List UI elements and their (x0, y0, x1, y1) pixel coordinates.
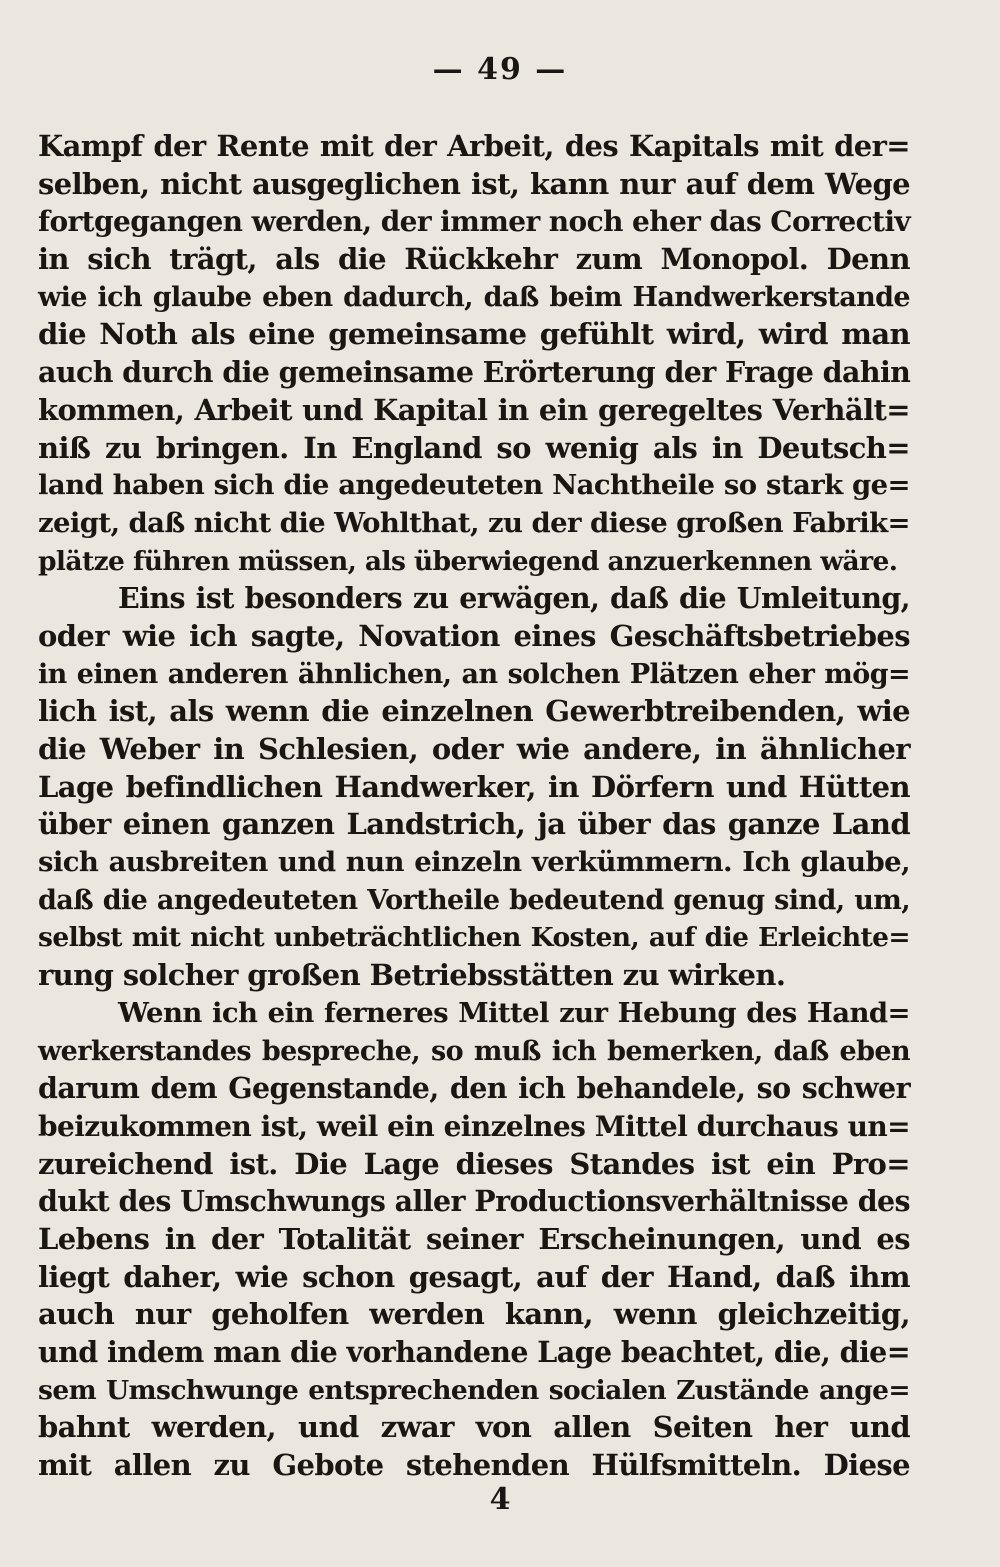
text-line: liegt daher, wie schon gesagt, auf der Hand, daß ihm (38, 1259, 910, 1294)
text-line: sich ausbreiten und nun einzeln verkümmern. Ich glaube, (38, 846, 910, 879)
text-line: Kampf der Rente mit der Arbeit, des Kapitals mit der= (38, 129, 910, 163)
text-line: werkerstandes bespreche, so muß ich bemerken, daß eben (38, 1035, 910, 1067)
text-line: über einen ganzen Landstrich, ja über das ganze Land (38, 807, 910, 842)
text-line: selben, nicht ausgeglichen ist, kann nur auf dem Wege (38, 166, 910, 201)
text-line: mit allen zu Gebote stehenden Hülfsmitteln. Diese (38, 1448, 910, 1483)
text-line: und indem man die vorhandene Lage beachtet, die, die= (38, 1335, 910, 1369)
text-line: Lebens in der Totalität seiner Erscheinungen, und es (38, 1221, 910, 1256)
text-line: rung solcher großen Betriebsstätten zu wirken. (38, 958, 786, 993)
text-line: auch durch die gemeinsame Erörterung der Frage dahin (38, 355, 911, 390)
body-text (38, 128, 910, 1485)
text-line: die Weber in Schlesien, oder wie andere, in ähnlicher (38, 732, 910, 766)
text-line: zureichend ist. Die Lage dieses Standes ist ein Pro= (38, 1146, 910, 1181)
text-line: bahnt werden, und zwar von allen Seiten her und (38, 1410, 910, 1445)
text-line: darum dem Gegenstande, den ich behandele, so schwer (38, 1071, 910, 1106)
text-line: fortgegangen werden, der immer noch eher das Correctiv (38, 205, 911, 239)
text-line: daß die angedeuteten Vortheile bedeutend genug sind, um, (38, 884, 910, 916)
text-line: plätze führen müssen, als überwiegend anzuerkennen wäre. (38, 545, 898, 577)
text-line: die Noth als eine gemeinsame gefühlt wird, wird man (38, 317, 910, 352)
text-line: lich ist, als wenn die einzelnen Gewerbtreibenden, wie (38, 694, 910, 729)
signature-mark: 4 (489, 1482, 511, 1517)
text-line: zeigt, daß nicht die Wohlthat, zu der diese großen Fabrik= (38, 506, 910, 539)
text-line: Eins ist besonders zu erwägen, daß die Umleitung, (118, 581, 910, 616)
text-line: oder wie ich sagte, Novation eines Geschäftsbetriebes (38, 618, 910, 653)
text-line: land haben sich die angedeuteten Nachtheile so stark ge= (38, 469, 910, 502)
text-line: Lage befindlichen Handwerker, in Dörfern und Hütten (38, 769, 910, 804)
text-line: dukt des Umschwungs aller Productionsverhältnisse des (38, 1184, 910, 1219)
text-line: in sich trägt, als die Rückkehr zum Monopol. Denn (38, 242, 910, 277)
text-line: kommen, Arbeit und Kapital in ein geregeltes Verhält= (38, 392, 910, 427)
text-line: sem Umschwunge entsprechenden socialen Zustände ange= (38, 1374, 910, 1406)
text-line: selbst mit nicht unbeträchtlichen Kosten, auf die Erleichte= (38, 922, 910, 954)
text-line: wie ich glaube eben dadurch, daß beim Handwerkerstande (38, 281, 910, 313)
text-line: auch nur geholfen werden kann, wenn gleichzeitig, (38, 1297, 910, 1332)
text-line: beizukommen ist, weil ein einzelnes Mittel durchaus un= (38, 1109, 910, 1143)
text-line: niß zu bringen. In England so wenig als in Deutsch= (38, 430, 910, 465)
text-line: in einen anderen ähnlichen, an solchen Plätzen eher mög= (38, 658, 910, 690)
page-number: — 49 — (432, 52, 568, 87)
text-line: Wenn ich ein ferneres Mittel zur Hebung des Hand= (118, 996, 910, 1029)
